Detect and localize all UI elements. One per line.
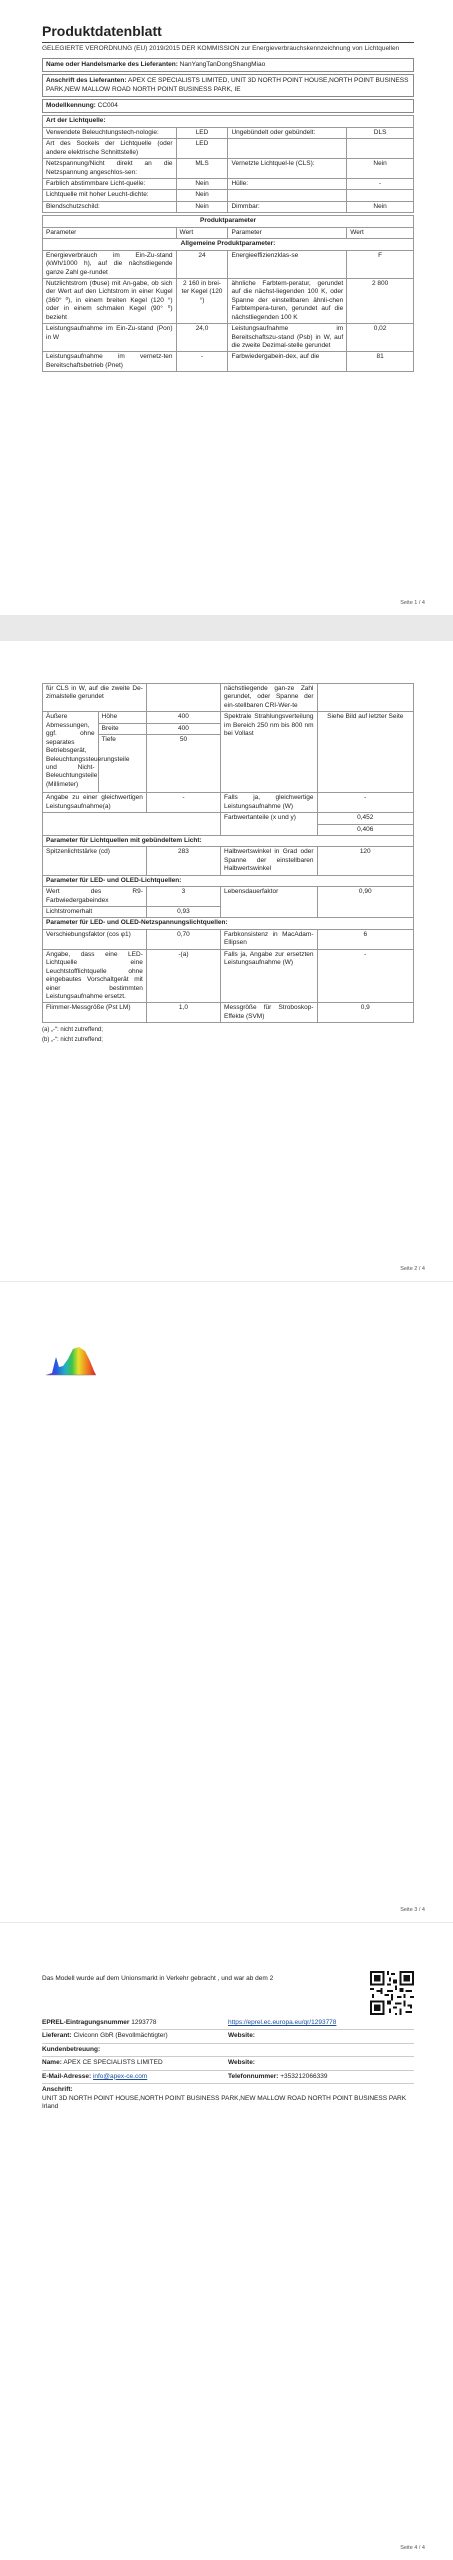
market-intro: Das Modell wurde auf dem Unionsmarkt in Verkehr gebracht , und war ab dem 2 bbox=[42, 1975, 274, 1982]
dim-depth-label: Tiefe bbox=[98, 735, 146, 793]
address-block bbox=[42, 2084, 414, 2113]
param-value: - bbox=[176, 352, 228, 372]
spectral-value: Siehe Bild auf letzter Seite bbox=[317, 712, 414, 793]
page-number: Seite 1 / 4 bbox=[400, 600, 425, 606]
page-3 bbox=[0, 1282, 453, 1922]
param-value: MLS bbox=[176, 159, 228, 179]
param-value bbox=[347, 190, 414, 201]
replace-value: -(a) bbox=[146, 949, 220, 1003]
r9-label: Wert des R9-Farbwiedergabeindex bbox=[43, 887, 147, 907]
param-label: Vernetzte Lichtquel-le (CLS): bbox=[228, 159, 347, 179]
param-value: Nein bbox=[176, 179, 228, 190]
type-row bbox=[43, 159, 414, 179]
care-name-label: Name: bbox=[42, 2059, 62, 2067]
address-value: UNIT 3D NORTH POINT HOUSE,NORTH POINT BUSINESS PARK,NEW MALLOW ROAD NORTH POINT BUSINESS PARK bbox=[42, 2094, 407, 2102]
strobo-value: 0,9 bbox=[317, 1003, 414, 1023]
param-value: 2 160 in brei-ter Kegel (120 °) bbox=[176, 278, 228, 323]
param-label: Blendschutzschild: bbox=[43, 201, 177, 212]
document-subtitle: GELEGIERTE VERORDNUNG (EU) 2019/2015 DER KOMMISSION zur Energieverbrauchskennzeichnung von Lichtquellen bbox=[42, 45, 400, 53]
care-name-row bbox=[42, 2057, 414, 2070]
type-row bbox=[43, 127, 414, 138]
customer-care-row bbox=[42, 2044, 414, 2057]
param-label: Hülle: bbox=[228, 179, 347, 190]
param-label: Leistungsaufnahme im Bereitschaftszu-stand (Psb) in W, auf die zweite Dezimal-stelle gerundet bbox=[228, 324, 347, 352]
consist-label: Farbkonsistenz in MacAdam-Ellipsen bbox=[221, 929, 317, 949]
dim-height-label: Höhe bbox=[98, 712, 146, 723]
param-label: Leistungsaufnahme im vernetz-ten Bereitschaftsbetrieb (Pnet) bbox=[43, 352, 177, 372]
model-label: Modellkennung: bbox=[46, 101, 96, 109]
strobo-label: Messgröße für Stroboskop-Effekte (SVM) bbox=[221, 1003, 317, 1023]
care-name-value: APEX CE SPECIALISTS LIMITED bbox=[63, 2059, 163, 2067]
param-label: Leistungsaufnahme im Ein-Zu-stand (Pon) in W bbox=[43, 324, 177, 352]
model-row bbox=[42, 99, 414, 113]
cont-left: für CLS in W, auf die zweite De-zimalstelle gerundet bbox=[43, 684, 147, 712]
page-number: Seite 3 / 4 bbox=[400, 1907, 425, 1913]
replace-right-value: - bbox=[317, 949, 414, 1003]
param-label: Dimmbar: bbox=[228, 201, 347, 212]
equiv-right-label: Falls ja, gleichwertige Leistungsaufnahme (W) bbox=[221, 793, 317, 813]
page-2 bbox=[0, 641, 453, 1281]
product-params-table bbox=[42, 215, 414, 372]
param-label: Farblich abstimmbare Licht-quelle: bbox=[43, 179, 177, 190]
dim-height-value: 400 bbox=[146, 712, 220, 723]
eprel-row bbox=[42, 2017, 414, 2030]
eprel-label: EPREL-Eintragungsnummer bbox=[42, 2019, 130, 2026]
type-row bbox=[43, 201, 414, 212]
coord-y: 0,406 bbox=[317, 824, 414, 835]
light-source-type-table bbox=[42, 115, 414, 213]
param-label: Energieeffizienzklas-se bbox=[228, 250, 347, 278]
param-label bbox=[228, 190, 347, 201]
life-value: 0,90 bbox=[317, 887, 414, 918]
footnotes bbox=[42, 1027, 414, 1045]
website-label: Website: bbox=[228, 2032, 255, 2040]
r9-value: 3 bbox=[146, 887, 220, 907]
param-label: Nutzlichtstrom (Φuse) mit An-gabe, ob sich der Wert auf den Lichtstrom in einer Kugel (360° ⁰), in einem breiten Kegel (120 °) oder in einem schmalen Kegel (90° ⁰) bezieht bbox=[43, 278, 177, 323]
equiv-label: Angabe zu einer gleichwertigen Leistungsaufnahme(a) bbox=[43, 793, 147, 813]
param-row bbox=[43, 352, 414, 372]
param-label: Netzspannung/Nicht direkt an die Netzspannung angeschlos-sen: bbox=[43, 159, 177, 179]
email-label: E-Mail-Adresse: bbox=[42, 2072, 92, 2080]
spectral-distribution-image bbox=[42, 1339, 98, 1379]
dim-width-label: Breite bbox=[98, 723, 146, 734]
peak-value: 283 bbox=[146, 847, 220, 875]
supplier-name-row bbox=[42, 58, 414, 72]
supplier-value: Civiconn GbR (Bevollmächtigter) bbox=[73, 2032, 168, 2040]
param-row bbox=[43, 278, 414, 323]
page-4 bbox=[0, 1923, 453, 2560]
equiv-right-value: - bbox=[317, 793, 414, 813]
spectral-label: Spektrale Strahlungsverteilung im Bereich 250 nm bis 800 nm bei Vollast bbox=[221, 712, 317, 793]
shift-label: Verschiebungsfaktor (cos φ1) bbox=[43, 929, 147, 949]
intro-block bbox=[42, 1971, 414, 2017]
param-row bbox=[43, 250, 414, 278]
type-row bbox=[43, 179, 414, 190]
coord-x: 0,452 bbox=[317, 813, 414, 824]
params-continued-table bbox=[42, 683, 414, 1023]
supplier-address-value: APEX CE SPECIALISTS LIMITED, UNIT 3D NORTH POINT HOUSE,NORTH POINT BUSINESS PARK,NEW MALLOW ROAD NORTH POINT BUSINESS PARK, IE bbox=[46, 77, 409, 93]
supplier-address-label: Anschrift des Lieferanten: bbox=[46, 77, 127, 85]
param-value: 2 800 bbox=[347, 278, 414, 323]
param-value: Nein bbox=[347, 201, 414, 212]
supplier-label: Lieferant: bbox=[42, 2032, 72, 2040]
page-number: Seite 2 / 4 bbox=[400, 1266, 425, 1272]
care-website-label: Website: bbox=[228, 2059, 255, 2067]
replace-label: Angabe, dass eine LED-Lichtquelle eine Leuchtstofflichtquelle ohne eingebautes Vorschaltgerät mit einer bestimmten Leistungsaufnahme ersetzt. bbox=[43, 949, 147, 1003]
consist-value: 6 bbox=[317, 929, 414, 949]
supplier-row bbox=[42, 2030, 414, 2043]
param-value: DLS bbox=[347, 127, 414, 138]
flicker-label: Flimmer-Messgröße (Pst LM) bbox=[43, 1003, 147, 1023]
col-param-2: Parameter bbox=[228, 227, 347, 238]
customer-care-label: Kundenbetreuung: bbox=[42, 2045, 101, 2053]
type-header: Art der Lichtquelle: bbox=[43, 116, 414, 127]
replace-right-label: Falls ja, Angabe zur ersetzten Leistungsaufnahme (W) bbox=[221, 949, 317, 1003]
params-title: Produktparameter bbox=[43, 216, 414, 227]
col-value-1: Wert bbox=[176, 227, 228, 238]
footnote-a: (a) „-“: nicht zutreffend; bbox=[42, 1027, 103, 1034]
param-value: 0,02 bbox=[347, 324, 414, 352]
phone-value: +353212066339 bbox=[280, 2072, 328, 2080]
param-label: Farbwiedergabein-dex, auf die bbox=[228, 352, 347, 372]
led-title: Parameter für LED- und OLED-Lichtquellen: bbox=[43, 875, 414, 886]
beam-label: Halbwertswinkel in Grad oder Spanne der einstellbaren Halbwertswinkel bbox=[221, 847, 317, 875]
directional-title: Parameter für Lichtquellen mit gebündeltem Licht: bbox=[43, 835, 414, 846]
supplier-name-label: Name oder Handelsmarke des Lieferanten: bbox=[46, 60, 178, 68]
equiv-value: - bbox=[146, 793, 220, 813]
general-params-title: Allgemeine Produktparameter: bbox=[43, 239, 414, 250]
dims-label: Äußere Abmessungen, ggf. ohne separates Betriebsgerät, Beleuchtungssteuerungsteile und Nicht-Beleuchtungsteile (Millimeter) bbox=[43, 712, 99, 793]
maint-value: 0,93 bbox=[146, 907, 220, 918]
param-value: LED bbox=[176, 139, 228, 159]
cont-right: nächstliegende gan-ze Zahl gerundet, oder Spanne der ein-stellbaren CRI-Wer-te bbox=[221, 684, 317, 712]
maint-label: Lichtstromerhalt bbox=[43, 907, 147, 918]
flicker-value: 1,0 bbox=[146, 1003, 220, 1023]
param-label: Art des Sockels der Lichtquelle (oder andere elektrische Schnittstelle) bbox=[43, 139, 177, 159]
param-label: Ungebündelt oder gebündelt: bbox=[228, 127, 347, 138]
contact-row bbox=[42, 2071, 414, 2084]
address-country: Irland bbox=[42, 2103, 59, 2111]
coord-label: Farbwertanteile (x und y) bbox=[221, 813, 317, 836]
phone-label: Telefonnummer: bbox=[228, 2072, 279, 2080]
type-row bbox=[43, 139, 414, 159]
param-label: Energieverbrauch im Ein-Zu-stand (kWh/1000 h), auf die nächstliegende ganze Zahl ge-rundet bbox=[43, 250, 177, 278]
supplier-address-row bbox=[42, 74, 414, 97]
param-label bbox=[228, 139, 347, 159]
shift-value: 0,70 bbox=[146, 929, 220, 949]
param-value: F bbox=[347, 250, 414, 278]
param-label: Lichtquelle mit hoher Leucht-dichte: bbox=[43, 190, 177, 201]
param-value: 81 bbox=[347, 352, 414, 372]
dim-depth-value: 50 bbox=[146, 735, 220, 793]
beam-value: 120 bbox=[317, 847, 414, 875]
supplier-name-value: NanYangTanDongShangMiao bbox=[179, 60, 266, 68]
document-title: Produktdatenblatt bbox=[42, 22, 414, 43]
param-value bbox=[347, 139, 414, 159]
param-label: ähnliche Farbtem-peratur, gerundet auf die nächst-liegenden 100 K, oder Spanne der einstellbaren ähnli-chen Farbtempera-turen, gerundet auf die nächstliegenden 100 K bbox=[228, 278, 347, 323]
param-value: 24,0 bbox=[176, 324, 228, 352]
type-row bbox=[43, 190, 414, 201]
param-row bbox=[43, 324, 414, 352]
address-label: Anschrift: bbox=[42, 2086, 73, 2094]
mains-title: Parameter für LED- und OLED-Netzspannungslichtquellen: bbox=[43, 918, 414, 929]
param-value: Nein bbox=[176, 190, 228, 201]
param-value: Nein bbox=[176, 201, 228, 212]
life-label: Lebensdauerfaktor bbox=[221, 887, 317, 918]
page-1 bbox=[0, 0, 453, 615]
model-value: CC004 bbox=[97, 101, 118, 109]
param-value: 24 bbox=[176, 250, 228, 278]
page-number: Seite 4 / 4 bbox=[400, 2545, 425, 2551]
param-label: Verwendete Beleuchtungstech-nologie: bbox=[43, 127, 177, 138]
col-param-1: Parameter bbox=[43, 227, 177, 238]
qr-code-icon bbox=[370, 1971, 414, 2015]
param-value: - bbox=[347, 179, 414, 190]
col-value-2: Wert bbox=[347, 227, 414, 238]
email-link[interactable]: info@apex-ce.com bbox=[92, 2072, 148, 2080]
footnote-b: (b) „-“: nicht zutreffend; bbox=[42, 1037, 103, 1044]
dim-width-value: 400 bbox=[146, 723, 220, 734]
eprel-value: 1293778 bbox=[131, 2019, 157, 2026]
peak-label: Spitzenlichtstärke (cd) bbox=[43, 847, 147, 875]
eprel-link[interactable]: https://eprel.ec.europa.eu/qr/1293778 bbox=[228, 2019, 337, 2026]
param-value: Nein bbox=[347, 159, 414, 179]
param-value: LED bbox=[176, 127, 228, 138]
